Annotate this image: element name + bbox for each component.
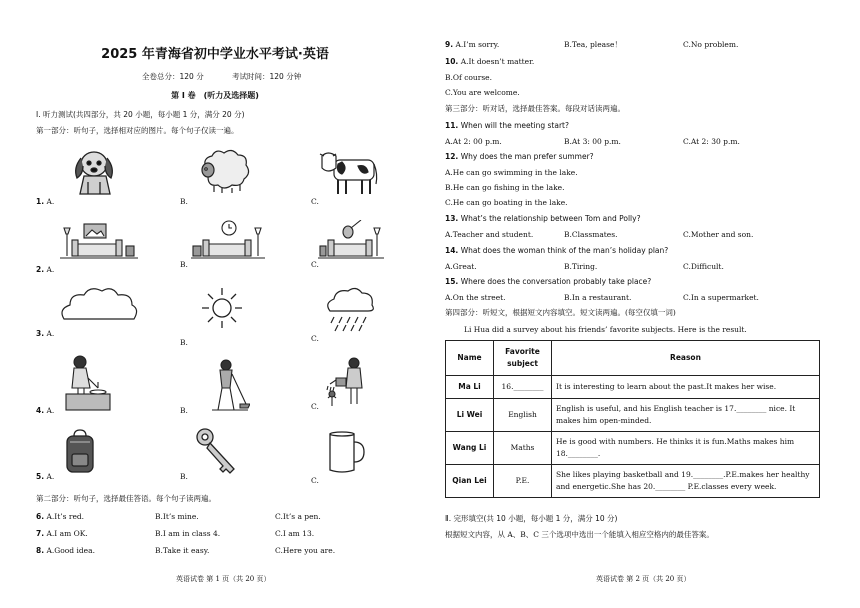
row-subject: P.E. xyxy=(494,465,552,498)
header-subject: Favorite subject xyxy=(494,341,552,376)
section-1-heading: Ⅰ. 听力测试(共四部分，共 20 小题，每小题 1 分，满分 20 分) xyxy=(36,110,245,119)
q15-number: 15. xyxy=(445,277,459,286)
q7-option-c: C.I am 13. xyxy=(275,529,315,538)
sheep-picture xyxy=(196,148,256,198)
q4-option-b: B. xyxy=(180,406,188,415)
mopping-floor-picture xyxy=(206,358,250,418)
row-name: Ma Li xyxy=(446,376,494,399)
page-2-footer: 英语试卷 第 2 页（共 20 页） xyxy=(596,575,691,583)
q13-option-a: A.Teacher and student. xyxy=(445,230,534,239)
q11-number: 11. xyxy=(445,121,459,130)
living-room-clock-picture xyxy=(191,218,265,268)
q13-option-b: B.Classmates. xyxy=(564,230,618,239)
q10-number: 10. xyxy=(445,57,459,66)
q6-number: 6. xyxy=(36,512,45,521)
q13-number: 13. xyxy=(445,214,459,223)
q5-option-c: C. xyxy=(311,476,319,485)
q10-option-b: B.Of course. xyxy=(445,73,493,82)
survey-intro: Li Hua did a survey about his friends’ favorite subjects. Here is the result. xyxy=(464,325,747,334)
q14-option-b: B.Tiring. xyxy=(564,262,598,271)
q13-stem: What’s the relationship between Tom and Polly? xyxy=(460,214,641,223)
key-picture xyxy=(194,426,240,480)
row-subject: Maths xyxy=(494,432,552,465)
q14-number: 14. xyxy=(445,246,459,255)
row-reason: He is good with numbers. He thinks it is fun.Maths makes him 18.________. xyxy=(552,432,820,465)
q2-option-b: B. xyxy=(180,260,188,269)
volume-heading: 第 I 卷 (听力及选择题) xyxy=(171,91,259,100)
header-name: Name xyxy=(446,341,494,376)
q15-stem: Where does the conversation probably take place? xyxy=(460,277,652,286)
q5-option-b: B. xyxy=(180,472,188,481)
living-room-painting-picture xyxy=(60,220,138,268)
q5-option-a: A. xyxy=(46,472,55,481)
q10-option-c: C.You are welcome. xyxy=(445,88,520,97)
header-reason: Reason xyxy=(552,341,820,376)
cloudy-picture xyxy=(58,285,140,331)
total-score: 全卷总分：120 分 xyxy=(142,72,204,81)
row-name: Qian Lei xyxy=(446,465,494,498)
q3-number: 3. xyxy=(36,329,45,338)
table-header-row xyxy=(446,341,820,376)
q11-option-a: A.At 2: 00 p.m. xyxy=(445,137,502,146)
rainy-picture xyxy=(324,287,374,337)
q3-option-b: B. xyxy=(180,338,188,347)
row-name: Li Wei xyxy=(446,399,494,432)
page-1-footer: 英语试卷 第 1 页（共 20 页） xyxy=(176,575,271,583)
q15-option-a: A.On the street. xyxy=(445,293,506,302)
q5-number: 5. xyxy=(36,472,45,481)
q7-option-b: B.I am in class 4. xyxy=(155,529,221,538)
q4-option-a: A. xyxy=(46,406,55,415)
row-subject: 16.________ xyxy=(494,376,552,399)
q4-option-c: C. xyxy=(311,402,319,411)
q1-option-b: B. xyxy=(180,197,188,206)
q6-option-c: C.It’s a pen. xyxy=(275,512,321,521)
table-row xyxy=(446,465,820,498)
q12-number: 12. xyxy=(445,152,459,161)
q6-option-b: B.It’s mine. xyxy=(155,512,199,521)
q12-option-a: A.He can go swimming in the lake. xyxy=(445,168,578,177)
mug-picture xyxy=(326,430,366,480)
exam-time: 考试时间：120 分钟 xyxy=(232,72,302,81)
exam-title: 2025 年青海省初中学业水平考试·英语 xyxy=(101,47,329,62)
q8-option-b: B.Take it easy. xyxy=(155,546,210,555)
q14-option-c: C.Difficult. xyxy=(683,262,724,271)
part-1-instructions: 第一部分：听句子，选择相对应的图片。每个句子仅读一遍。 xyxy=(36,126,239,135)
q3-option-c: C. xyxy=(311,334,319,343)
q12-option-c: C.He can go boating in the lake. xyxy=(445,198,568,207)
row-name: Wang Li xyxy=(446,432,494,465)
q14-option-a: A.Great. xyxy=(445,262,477,271)
q12-option-b: B.He can go fishing in the lake. xyxy=(445,183,565,192)
q11-option-c: C.At 2: 30 p.m. xyxy=(683,137,740,146)
q1-option-a: A. xyxy=(46,197,55,206)
q1-option-c: C. xyxy=(311,197,319,206)
backpack-picture xyxy=(64,428,96,480)
q8-number: 8. xyxy=(36,546,45,555)
q15-option-c: C.In a supermarket. xyxy=(683,293,759,302)
cloze-instructions: 根据短文内容，从 A、B、C 三个选项中选出一个能填入相应空格内的最佳答案。 xyxy=(445,530,714,539)
sunny-picture xyxy=(200,286,244,334)
q2-option-c: C. xyxy=(311,260,319,269)
q3-option-a: A. xyxy=(46,329,55,338)
q7-number: 7. xyxy=(36,529,45,538)
q1-number: 1. xyxy=(36,197,45,206)
watering-flowers-picture xyxy=(324,356,370,414)
q11-stem: When will the meeting start? xyxy=(460,121,569,130)
q4-number: 4. xyxy=(36,406,45,415)
q12-stem: Why does the man prefer summer? xyxy=(460,152,594,161)
section-2-heading: Ⅱ. 完形填空(共 10 小题，每小题 1 分，满分 10 分) xyxy=(445,514,618,523)
table-row xyxy=(446,376,820,399)
q2-number: 2. xyxy=(36,265,45,274)
table-row xyxy=(446,399,820,432)
q9-number: 9. xyxy=(445,40,454,49)
q7-option-a: A.I am OK. xyxy=(46,529,88,538)
q8-option-a: A.Good idea. xyxy=(46,546,95,555)
row-reason: She likes playing basketball and 19.________.P.E.makes her healthy and energetic.She has 20.________ P.E.classes every week. xyxy=(552,465,820,498)
survey-table xyxy=(445,340,820,498)
q13-option-c: C.Mother and son. xyxy=(683,230,754,239)
q15-option-b: B.In a restaurant. xyxy=(564,293,632,302)
living-room-guitar-picture xyxy=(318,220,384,268)
part-3-instructions: 第三部分：听对话，选择最佳答案。每段对话读两遍。 xyxy=(445,104,625,113)
q6-option-a: A.It’s red. xyxy=(46,512,85,521)
washing-dishes-picture xyxy=(64,354,112,416)
row-reason: English is useful, and his English teacher is 17.________ nice. It makes him open-minded. xyxy=(552,399,820,432)
q9-option-a: A.I’m sorry. xyxy=(455,40,500,49)
q10-option-a: A.It doesn’t matter. xyxy=(460,57,535,66)
part-2-instructions: 第二部分：听句子，选择最佳答语。每个句子读两遍。 xyxy=(36,494,216,503)
row-subject: English xyxy=(494,399,552,432)
q14-stem: What does the woman think of the man’s holiday plan? xyxy=(460,246,669,255)
q8-option-c: C.Here you are. xyxy=(275,546,336,555)
table-row xyxy=(446,432,820,465)
dog-picture xyxy=(66,146,124,202)
row-reason: It is interesting to learn about the past.It makes her wise. xyxy=(552,376,820,399)
q2-option-a: A. xyxy=(46,265,55,274)
part-4-instructions: 第四部分：听短文，根据短文内容填空。短文读两遍。(每空仅填一词) xyxy=(445,308,676,317)
q9-option-c: C.No problem. xyxy=(683,40,739,49)
q9-option-b: B.Tea, please！ xyxy=(564,40,622,49)
q11-option-b: B.At 3: 00 p.m. xyxy=(564,137,621,146)
cow-picture xyxy=(318,146,380,202)
